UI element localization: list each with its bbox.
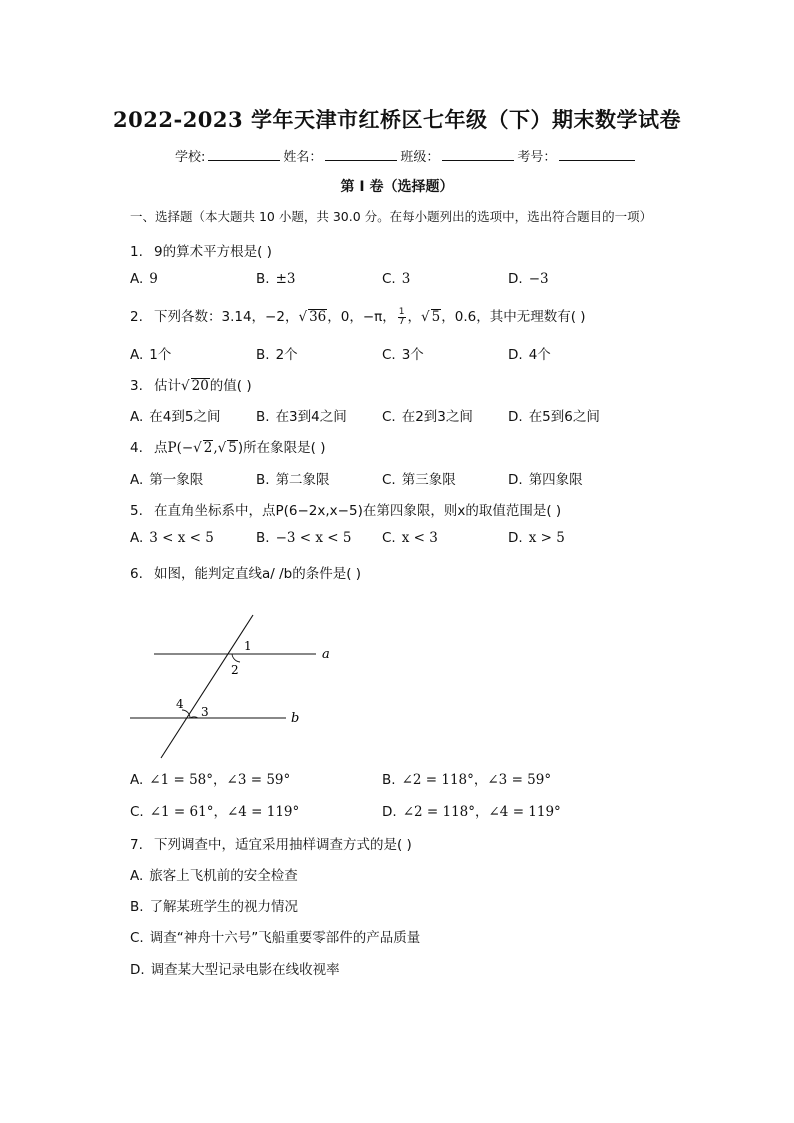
sqrt-20: 20 — [191, 378, 209, 394]
question-number: 3. — [130, 378, 143, 394]
question-1 — [130, 240, 272, 260]
q4-option-b: B. 第二象限 — [256, 472, 330, 488]
class-blank — [442, 146, 514, 161]
question-text: 9的算术平方根是( ) — [154, 244, 272, 260]
q1-option-d: D. −3 — [508, 271, 549, 287]
question-text: 在直角坐标系中，点P(6−2x,x−5)在第四象限，则x的取值范围是( ) — [154, 503, 562, 519]
school-label: 学校: — [175, 150, 206, 165]
question-text: 下列调查中，适宜采用抽样调查方式的是( ) — [154, 837, 412, 853]
sqrt-2: 2 — [203, 440, 213, 456]
q2-option-a: A. 1个 — [130, 347, 172, 363]
q7-option-c: C. 调查“神舟十六号”飞船重要零部件的产品质量 — [130, 930, 421, 946]
angle-label-3: 3 — [201, 705, 209, 719]
question-7 — [130, 833, 412, 853]
question-number: 6. — [130, 566, 143, 582]
sqrt-5: 5 — [431, 309, 441, 325]
parallel-lines-figure — [128, 612, 348, 764]
angle-2-arc — [232, 654, 240, 662]
q2-option-b: B. 2个 — [256, 347, 298, 363]
part-one-heading: 一、选择题（本大题共 10 小题，共 30.0 分。在每小题列出的选项中，选出符合题目的一项） — [130, 209, 653, 224]
question-6 — [130, 562, 361, 582]
q1-option-b: B. ±3 — [256, 271, 296, 287]
q5-option-c: C. x < 3 — [382, 530, 438, 546]
question-5 — [130, 499, 561, 519]
section-title: 第 I 卷（选择题） — [340, 179, 454, 195]
exam-no-label: 考号： — [517, 150, 557, 165]
q3-option-a: A. 在4到5之间 — [130, 409, 221, 425]
q3-option-d: D. 在5到6之间 — [508, 409, 600, 425]
sqrt-36: 36 — [309, 309, 327, 325]
angle-label-1: 1 — [244, 639, 252, 653]
q2-option-c: C. 3个 — [382, 347, 424, 363]
question-2: 2. 下列各数：3.14，−2，√ 36，0，−π， $\frac{1}{7}$ ，√ 5，0.6，其中无理数有( ) — [130, 306, 586, 327]
q4-option-c: C. 第三象限 — [382, 472, 456, 488]
angle-4-arc — [182, 710, 190, 718]
q6-option-b: B. ∠2 = 118°，∠3 = 59° — [382, 772, 552, 788]
question-4: 4. 点P(−√ 2,√ 5)所在象限是( ) — [130, 440, 326, 456]
school-blank — [208, 146, 280, 161]
q5-option-d: D. x > 5 — [508, 530, 565, 546]
q6-option-d: D. ∠2 = 118°，∠4 = 119° — [382, 804, 561, 820]
transversal-line — [161, 615, 253, 758]
student-info-line — [175, 146, 638, 165]
name-blank — [325, 146, 397, 161]
question-number: 7. — [130, 837, 143, 853]
q6-option-c: C. ∠1 = 61°，∠4 = 119° — [130, 804, 300, 820]
exam-no-blank — [559, 146, 635, 161]
question-number: 2. — [130, 309, 143, 325]
q1-option-a: A. 9 — [130, 271, 158, 287]
q4-option-d: D. 第四象限 — [508, 472, 583, 488]
q3-option-c: C. 在2到3之间 — [382, 409, 473, 425]
q7-option-b: B. 了解某班学生的视力情况 — [130, 899, 299, 915]
class-label: 班级： — [400, 150, 440, 165]
q5-option-b: B. −3 < x < 5 — [256, 530, 352, 546]
q3-option-b: B. 在3到4之间 — [256, 409, 347, 425]
fraction-one-seventh: $\frac{1}{7}$ — [398, 306, 405, 327]
line-label-a: a — [322, 647, 330, 662]
angle-label-4: 4 — [176, 697, 184, 711]
exam-title: 2022-2023 学年天津市红桥区七年级（下）期末数学试卷 — [113, 107, 681, 132]
question-number: 5. — [130, 503, 143, 519]
question-3: 3. 估计√ 20的值( ) — [130, 378, 252, 394]
line-label-b: b — [291, 711, 300, 726]
q5-option-a: A. 3 < x < 5 — [130, 530, 214, 546]
q1-option-c: C. 3 — [382, 271, 411, 287]
name-label: 姓名： — [283, 150, 323, 165]
sqrt-5: 5 — [228, 440, 237, 456]
q7-option-a: A. 旅客上飞机前的安全检查 — [130, 868, 298, 884]
question-number: 1. — [130, 244, 143, 260]
angle-label-2: 2 — [231, 663, 239, 677]
question-number: 4. — [130, 440, 143, 456]
q7-option-d: D. 调查某大型记录电影在线收视率 — [130, 962, 340, 978]
q6-option-a: A. ∠1 = 58°，∠3 = 59° — [130, 772, 291, 788]
q4-option-a: A. 第一象限 — [130, 472, 204, 488]
q2-option-d: D. 4个 — [508, 347, 551, 363]
question-text: 如图，能判定直线a/ /b的条件是( ) — [154, 566, 362, 582]
